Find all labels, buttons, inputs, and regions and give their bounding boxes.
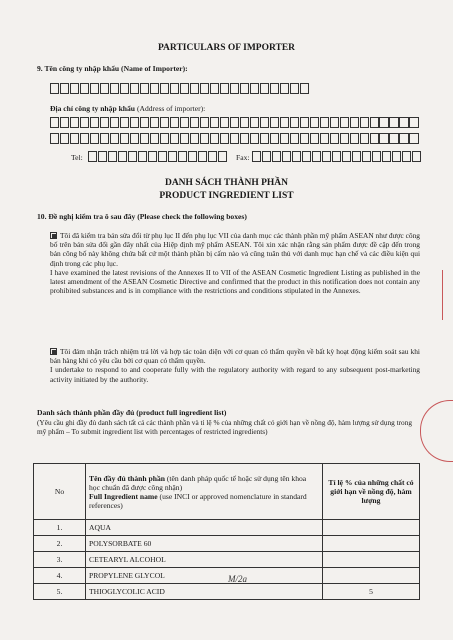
char-box[interactable] (350, 133, 359, 144)
char-box[interactable] (260, 117, 269, 128)
char-box[interactable] (70, 133, 79, 144)
char-box[interactable] (138, 151, 147, 162)
char-box[interactable] (402, 151, 411, 162)
section-10-title: 10. Đề nghị kiểm tra ô sau đây (Please check the following boxes) (37, 212, 247, 221)
char-box[interactable] (188, 151, 197, 162)
char-box[interactable] (100, 133, 109, 144)
header-name-vi-rest: (tên danh pháp quốc tế hoặc sử dụng tên khoa học chuẩn đã được công nhận) (89, 473, 307, 492)
table-row (34, 568, 420, 584)
char-box[interactable] (292, 151, 301, 162)
importer-address-label-vi: Địa chỉ công ty nhập khẩu (50, 104, 136, 113)
tel-label: Tel: (71, 153, 83, 162)
char-box[interactable] (320, 133, 329, 144)
char-box[interactable] (270, 117, 279, 128)
char-box[interactable] (180, 83, 189, 94)
char-box[interactable] (60, 117, 69, 128)
char-box[interactable] (280, 133, 289, 144)
table-row (34, 552, 420, 568)
char-box[interactable] (118, 151, 127, 162)
header-name-vi-bold: Tên đầy đủ thành phần (89, 473, 165, 483)
char-box[interactable] (130, 133, 139, 144)
char-box[interactable] (140, 117, 149, 128)
char-box[interactable] (70, 83, 79, 94)
cell-pct (323, 536, 420, 552)
char-box[interactable] (200, 117, 209, 128)
char-box[interactable] (190, 83, 199, 94)
char-box[interactable] (270, 83, 279, 94)
stamp-edge-mark-top (442, 270, 453, 320)
char-box[interactable] (90, 117, 99, 128)
cell-name: POLYSORBATE 60 (86, 536, 323, 552)
char-box[interactable] (50, 117, 59, 128)
header-percent-text: Tỉ lệ % của những chất có giới hạn về nồng độ, hàm lượng (328, 478, 414, 505)
char-box[interactable] (88, 151, 97, 162)
char-box[interactable] (302, 151, 311, 162)
char-box[interactable] (409, 133, 418, 144)
char-box[interactable] (382, 151, 391, 162)
char-box[interactable] (290, 117, 299, 128)
ingredient-heading-vi: DANH SÁCH THÀNH PHẦN (164, 178, 289, 188)
ingredient-heading-en: PRODUCT INGREDIENT LIST (159, 191, 294, 201)
char-box[interactable] (200, 133, 209, 144)
char-box[interactable] (170, 83, 179, 94)
full-list-note: (Yêu cầu ghi đầy đủ danh sách tất cả các thành phần và tỉ lệ % của những chất có giới hạn về nồng độ, hàm lượng sử dụng trong mỹ phẩm – To submit ingredient list with percentages of restricted ingredients) (37, 418, 412, 436)
header-name-en-rest: (use INCI or approved nomenclature in standard references) (89, 491, 307, 510)
char-box[interactable] (70, 117, 79, 128)
char-box[interactable] (370, 117, 379, 128)
char-box[interactable] (50, 133, 59, 144)
declaration-2 (50, 347, 420, 384)
importer-name-label: 9. Tên công ty nhập khẩu (Name of Importer): (37, 64, 188, 73)
char-box[interactable] (170, 117, 179, 128)
char-box[interactable] (280, 83, 289, 94)
table-header-row (34, 464, 420, 520)
char-box[interactable] (120, 83, 129, 94)
char-box[interactable] (220, 83, 229, 94)
char-box[interactable] (240, 117, 249, 128)
char-box[interactable] (262, 151, 271, 162)
char-box[interactable] (198, 151, 207, 162)
char-box[interactable] (310, 117, 319, 128)
char-box[interactable] (150, 133, 159, 144)
char-box[interactable] (270, 133, 279, 144)
char-box[interactable] (300, 83, 309, 94)
char-box[interactable] (252, 151, 261, 162)
importer-address-boxes-1[interactable] (50, 117, 419, 129)
importer-name-boxes[interactable] (50, 83, 310, 95)
char-box[interactable] (260, 83, 269, 94)
declaration-1-en: I have examined the latest revisions of the Annexes II to VII of the ASEAN Cosmetic Ingredient Listing as published in the latest amendment of the ASEAN Cosmetic Directive and confirmed that the product in this notification does not contain any prohibited substances and is in compliance with the restrictions and conditions stipulated in the Annexes. (50, 267, 420, 296)
declaration-2-vi: Tôi đảm nhận trách nhiệm trả lời và hợp tác toàn diện với cơ quan có thẩm quyền về bất kỳ hoạt động kiểm soát sau khi bán hàng khi có yêu cầu bởi cơ quan có thẩm quyền. (50, 347, 420, 366)
char-box[interactable] (50, 83, 59, 94)
char-box[interactable] (399, 117, 408, 128)
cell-name: CETEARYL ALCOHOL (86, 552, 323, 568)
table-row (34, 584, 420, 600)
char-box[interactable] (148, 151, 157, 162)
char-box[interactable] (312, 151, 321, 162)
char-box[interactable] (409, 117, 418, 128)
fax-label: Fax: (236, 153, 250, 162)
char-box[interactable] (379, 117, 388, 128)
char-box[interactable] (160, 83, 169, 94)
char-box[interactable] (372, 151, 381, 162)
char-box[interactable] (320, 117, 329, 128)
char-box[interactable] (399, 133, 408, 144)
char-box[interactable] (310, 133, 319, 144)
char-box[interactable] (210, 117, 219, 128)
char-box[interactable] (140, 83, 149, 94)
char-box[interactable] (190, 117, 199, 128)
header-no: No (34, 464, 86, 520)
char-box[interactable] (200, 83, 209, 94)
char-box[interactable] (230, 133, 239, 144)
char-box[interactable] (178, 151, 187, 162)
char-box[interactable] (60, 83, 69, 94)
char-box[interactable] (389, 133, 398, 144)
char-box[interactable] (128, 151, 137, 162)
full-list-title: Danh sách thành phần đầy đủ (product full ingredient list) (37, 408, 227, 417)
cell-no: 2. (34, 536, 86, 552)
cell-pct: 5 (323, 584, 420, 600)
cell-no: 1. (34, 520, 86, 536)
header-name (86, 464, 323, 520)
cell-no: 5. (34, 584, 86, 600)
char-box[interactable] (392, 151, 401, 162)
char-box[interactable] (110, 133, 119, 144)
char-box[interactable] (230, 83, 239, 94)
tel-boxes[interactable] (88, 151, 228, 163)
char-box[interactable] (340, 117, 349, 128)
char-box[interactable] (168, 151, 177, 162)
char-box[interactable] (350, 117, 359, 128)
char-box[interactable] (370, 133, 379, 144)
char-box[interactable] (180, 133, 189, 144)
char-box[interactable] (330, 117, 339, 128)
cell-name: THIOGLYCOLIC ACID (86, 584, 323, 600)
char-box[interactable] (352, 151, 361, 162)
cell-pct (323, 552, 420, 568)
char-box[interactable] (332, 151, 341, 162)
char-box[interactable] (190, 133, 199, 144)
char-box[interactable] (208, 151, 217, 162)
char-box[interactable] (180, 117, 189, 128)
char-box[interactable] (210, 133, 219, 144)
handwritten-note: M/2a (228, 574, 247, 584)
declaration-2-checkbox[interactable] (50, 348, 57, 355)
char-box[interactable] (379, 133, 388, 144)
char-box[interactable] (130, 83, 139, 94)
char-box[interactable] (150, 117, 159, 128)
char-box[interactable] (90, 83, 99, 94)
cell-name: PROPYLENE GLYCOL (86, 568, 323, 584)
seal-stamp-edge (420, 400, 453, 462)
char-box[interactable] (60, 133, 69, 144)
char-box[interactable] (80, 117, 89, 128)
char-box[interactable] (170, 133, 179, 144)
table-row (34, 536, 420, 552)
char-box[interactable] (282, 151, 291, 162)
char-box[interactable] (100, 83, 109, 94)
cell-name: AQUA (86, 520, 323, 536)
declaration-1-vi: Tôi đã kiểm tra bản sửa đổi từ phụ lục II đến phụ lục VII của danh mục các thành phần mỹ phẩm ASEAN như được công bố trên bản sửa đổi gần đây nhất của Hiệp định mỹ phẩm ASEAN. Tôi xin xác nhận rằng sản phẩm được đề cập đến trong bản công bố này không chứa bất cứ một thành phần bị cấm nào và cũng tuân thủ với danh mục hạn chế và các điều kiện qui định trong các phụ lục. (50, 231, 420, 268)
char-box[interactable] (230, 117, 239, 128)
char-box[interactable] (340, 133, 349, 144)
char-box[interactable] (322, 151, 331, 162)
char-box[interactable] (412, 151, 421, 162)
char-box[interactable] (250, 133, 259, 144)
char-box[interactable] (140, 133, 149, 144)
char-box[interactable] (160, 133, 169, 144)
char-box[interactable] (218, 151, 227, 162)
char-box[interactable] (250, 83, 259, 94)
char-box[interactable] (110, 117, 119, 128)
char-box[interactable] (220, 117, 229, 128)
char-box[interactable] (210, 83, 219, 94)
importer-heading: PARTICULARS OF IMPORTER (157, 43, 296, 53)
char-box[interactable] (100, 117, 109, 128)
cell-pct (323, 568, 420, 584)
importer-address-boxes-2[interactable] (50, 133, 419, 145)
fax-boxes[interactable] (252, 151, 422, 163)
char-box[interactable] (272, 151, 281, 162)
char-box[interactable] (362, 151, 371, 162)
cell-pct (323, 520, 420, 536)
char-box[interactable] (330, 133, 339, 144)
table-row (34, 520, 420, 536)
char-box[interactable] (80, 83, 89, 94)
char-box[interactable] (150, 83, 159, 94)
char-box[interactable] (108, 151, 117, 162)
char-box[interactable] (260, 133, 269, 144)
char-box[interactable] (360, 117, 369, 128)
cell-no: 3. (34, 552, 86, 568)
char-box[interactable] (220, 133, 229, 144)
char-box[interactable] (130, 117, 139, 128)
char-box[interactable] (280, 117, 289, 128)
char-box[interactable] (160, 117, 169, 128)
char-box[interactable] (250, 117, 259, 128)
importer-address-label (50, 104, 205, 113)
char-box[interactable] (158, 151, 167, 162)
header-percent (323, 464, 420, 520)
ingredient-table (33, 463, 420, 600)
char-box[interactable] (290, 133, 299, 144)
char-box[interactable] (98, 151, 107, 162)
char-box[interactable] (300, 117, 309, 128)
cell-no: 4. (34, 568, 86, 584)
char-box[interactable] (342, 151, 351, 162)
char-box[interactable] (240, 133, 249, 144)
declaration-2-en: I undertake to respond to and cooperate fully with the regulatory authority with regard to any subsequent post-marketing activity initiated by the authority. (50, 365, 420, 384)
header-name-en-bold: Full Ingredient name (89, 491, 158, 501)
importer-address-label-en: (Address of importer): (135, 104, 206, 113)
char-box[interactable] (389, 117, 398, 128)
char-box[interactable] (110, 83, 119, 94)
char-box[interactable] (120, 133, 129, 144)
char-box[interactable] (240, 83, 249, 94)
char-box[interactable] (290, 83, 299, 94)
char-box[interactable] (360, 133, 369, 144)
char-box[interactable] (80, 133, 89, 144)
char-box[interactable] (300, 133, 309, 144)
declaration-1-checkbox[interactable] (50, 232, 57, 239)
char-box[interactable] (120, 117, 129, 128)
char-box[interactable] (90, 133, 99, 144)
declaration-1 (50, 231, 420, 295)
